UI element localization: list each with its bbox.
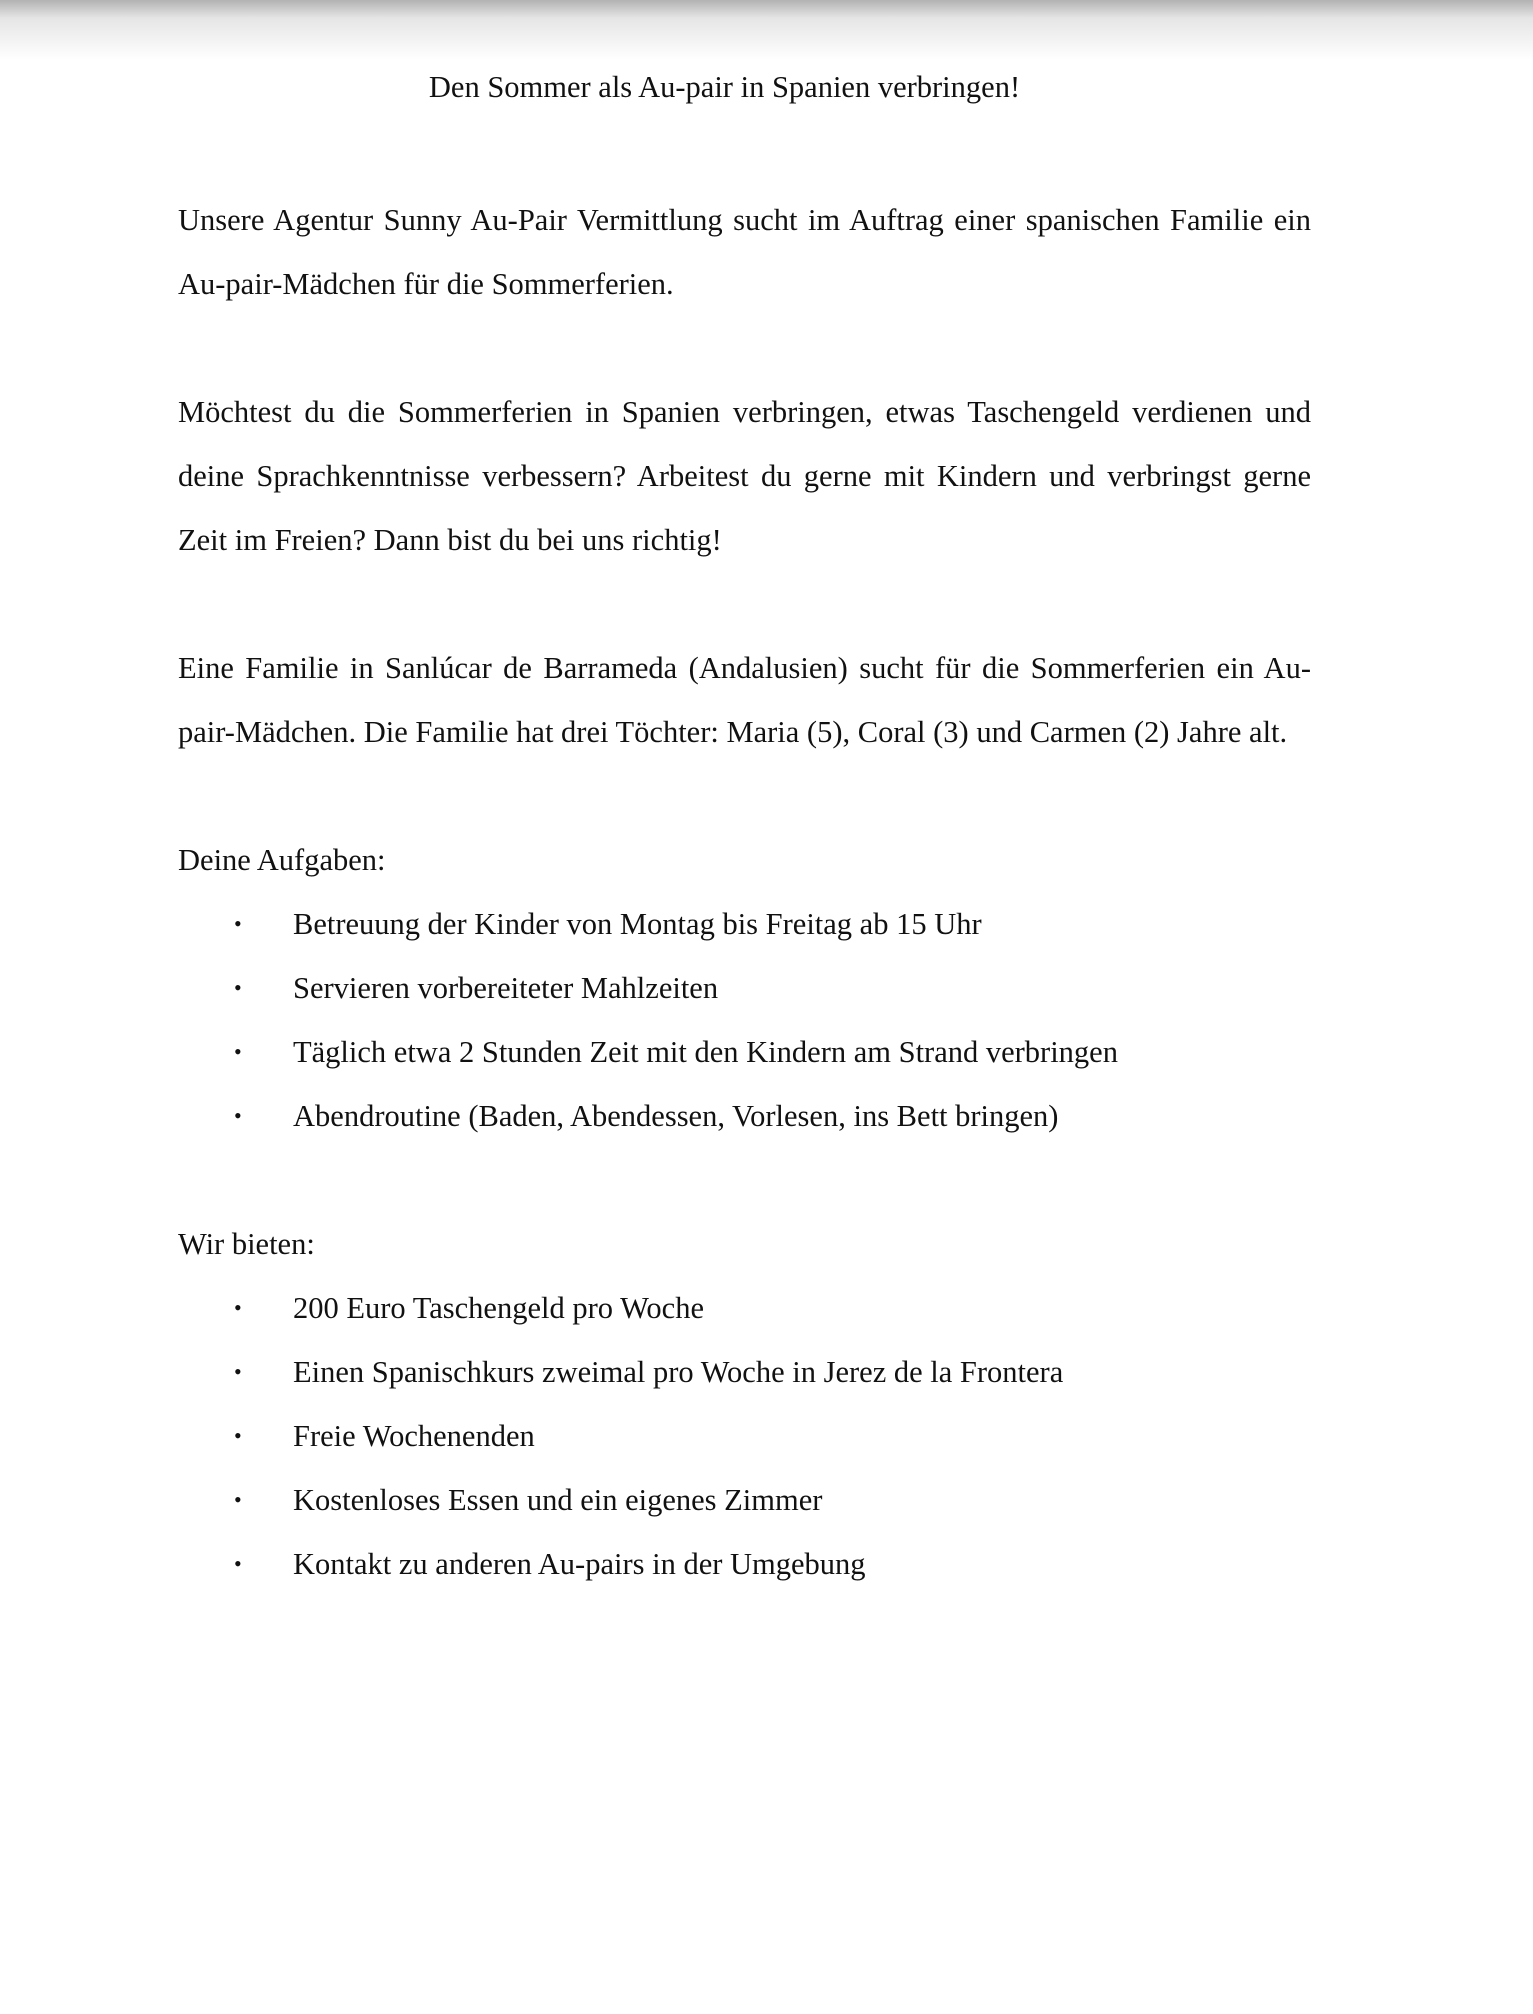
bullet-icon: • (234, 975, 242, 1000)
list-item-text: Servieren vorbereiteter Mahlzeiten (293, 971, 719, 1005)
list-item-text: Freie Wochenenden (293, 1419, 535, 1453)
offers-list (178, 1276, 1311, 1596)
list-item-text: Einen Spanischkurs zweimal pro Woche in Jerez de la Frontera (293, 1355, 1064, 1389)
tasks-list (178, 892, 1311, 1148)
list-item (178, 1340, 1311, 1404)
list-item-text: Betreuung der Kinder von Montag bis Freitag ab 15 Uhr (293, 907, 982, 941)
list-item (178, 1084, 1311, 1148)
bullet-icon: • (234, 911, 242, 936)
list-item (178, 1468, 1311, 1532)
offers-heading: Wir bieten: (178, 1227, 315, 1261)
bullet-icon: • (234, 1039, 242, 1064)
list-item-text: Kostenloses Essen und ein eigenes Zimmer (293, 1483, 823, 1517)
list-item-text: 200 Euro Taschengeld pro Woche (293, 1291, 705, 1325)
list-item (178, 892, 1311, 956)
bullet-icon: • (234, 1359, 242, 1384)
question-paragraph: Möchtest du die Sommerferien in Spanien verbringen, etwas Taschengeld verdienen und deine Sprachkenntnisse verbessern? Arbeitest du gerne mit Kindern und verbringst gerne Zeit im Freien? Dann bist du bei uns richtig! (178, 395, 1311, 557)
bullet-icon: • (234, 1103, 242, 1128)
list-item-text: Täglich etwa 2 Stunden Zeit mit den Kindern am Strand verbringen (293, 1035, 1118, 1069)
family-paragraph: Eine Familie in Sanlúcar de Barrameda (Andalusien) sucht für die Sommerferien ein Au-pair-Mädchen. Die Familie hat drei Töchter: Maria (5), Coral (3) und Carmen (2) Jahre alt. (178, 651, 1311, 749)
document-page (178, 62, 1311, 1596)
bullet-icon: • (234, 1295, 242, 1320)
tasks-heading: Deine Aufgaben: (178, 843, 386, 877)
list-item-text: Kontakt zu anderen Au-pairs in der Umgebung (293, 1547, 866, 1581)
list-item-text: Abendroutine (Baden, Abendessen, Vorlesen, ins Bett bringen) (293, 1099, 1059, 1133)
list-item (178, 1404, 1311, 1468)
list-item (178, 1020, 1311, 1084)
list-item (178, 1532, 1311, 1596)
bullet-icon: • (234, 1487, 242, 1512)
document-title: Den Sommer als Au-pair in Spanien verbringen! (428, 70, 1021, 104)
top-edge-shadow (0, 0, 1533, 60)
list-item (178, 956, 1311, 1020)
bullet-icon: • (234, 1551, 242, 1576)
list-item (178, 1276, 1311, 1340)
intro-paragraph: Unsere Agentur Sunny Au-Pair Vermittlung sucht im Auftrag einer spanischen Familie ein Au-pair-Mädchen für die Sommerferien. (178, 203, 1311, 301)
bullet-icon: • (234, 1423, 242, 1448)
